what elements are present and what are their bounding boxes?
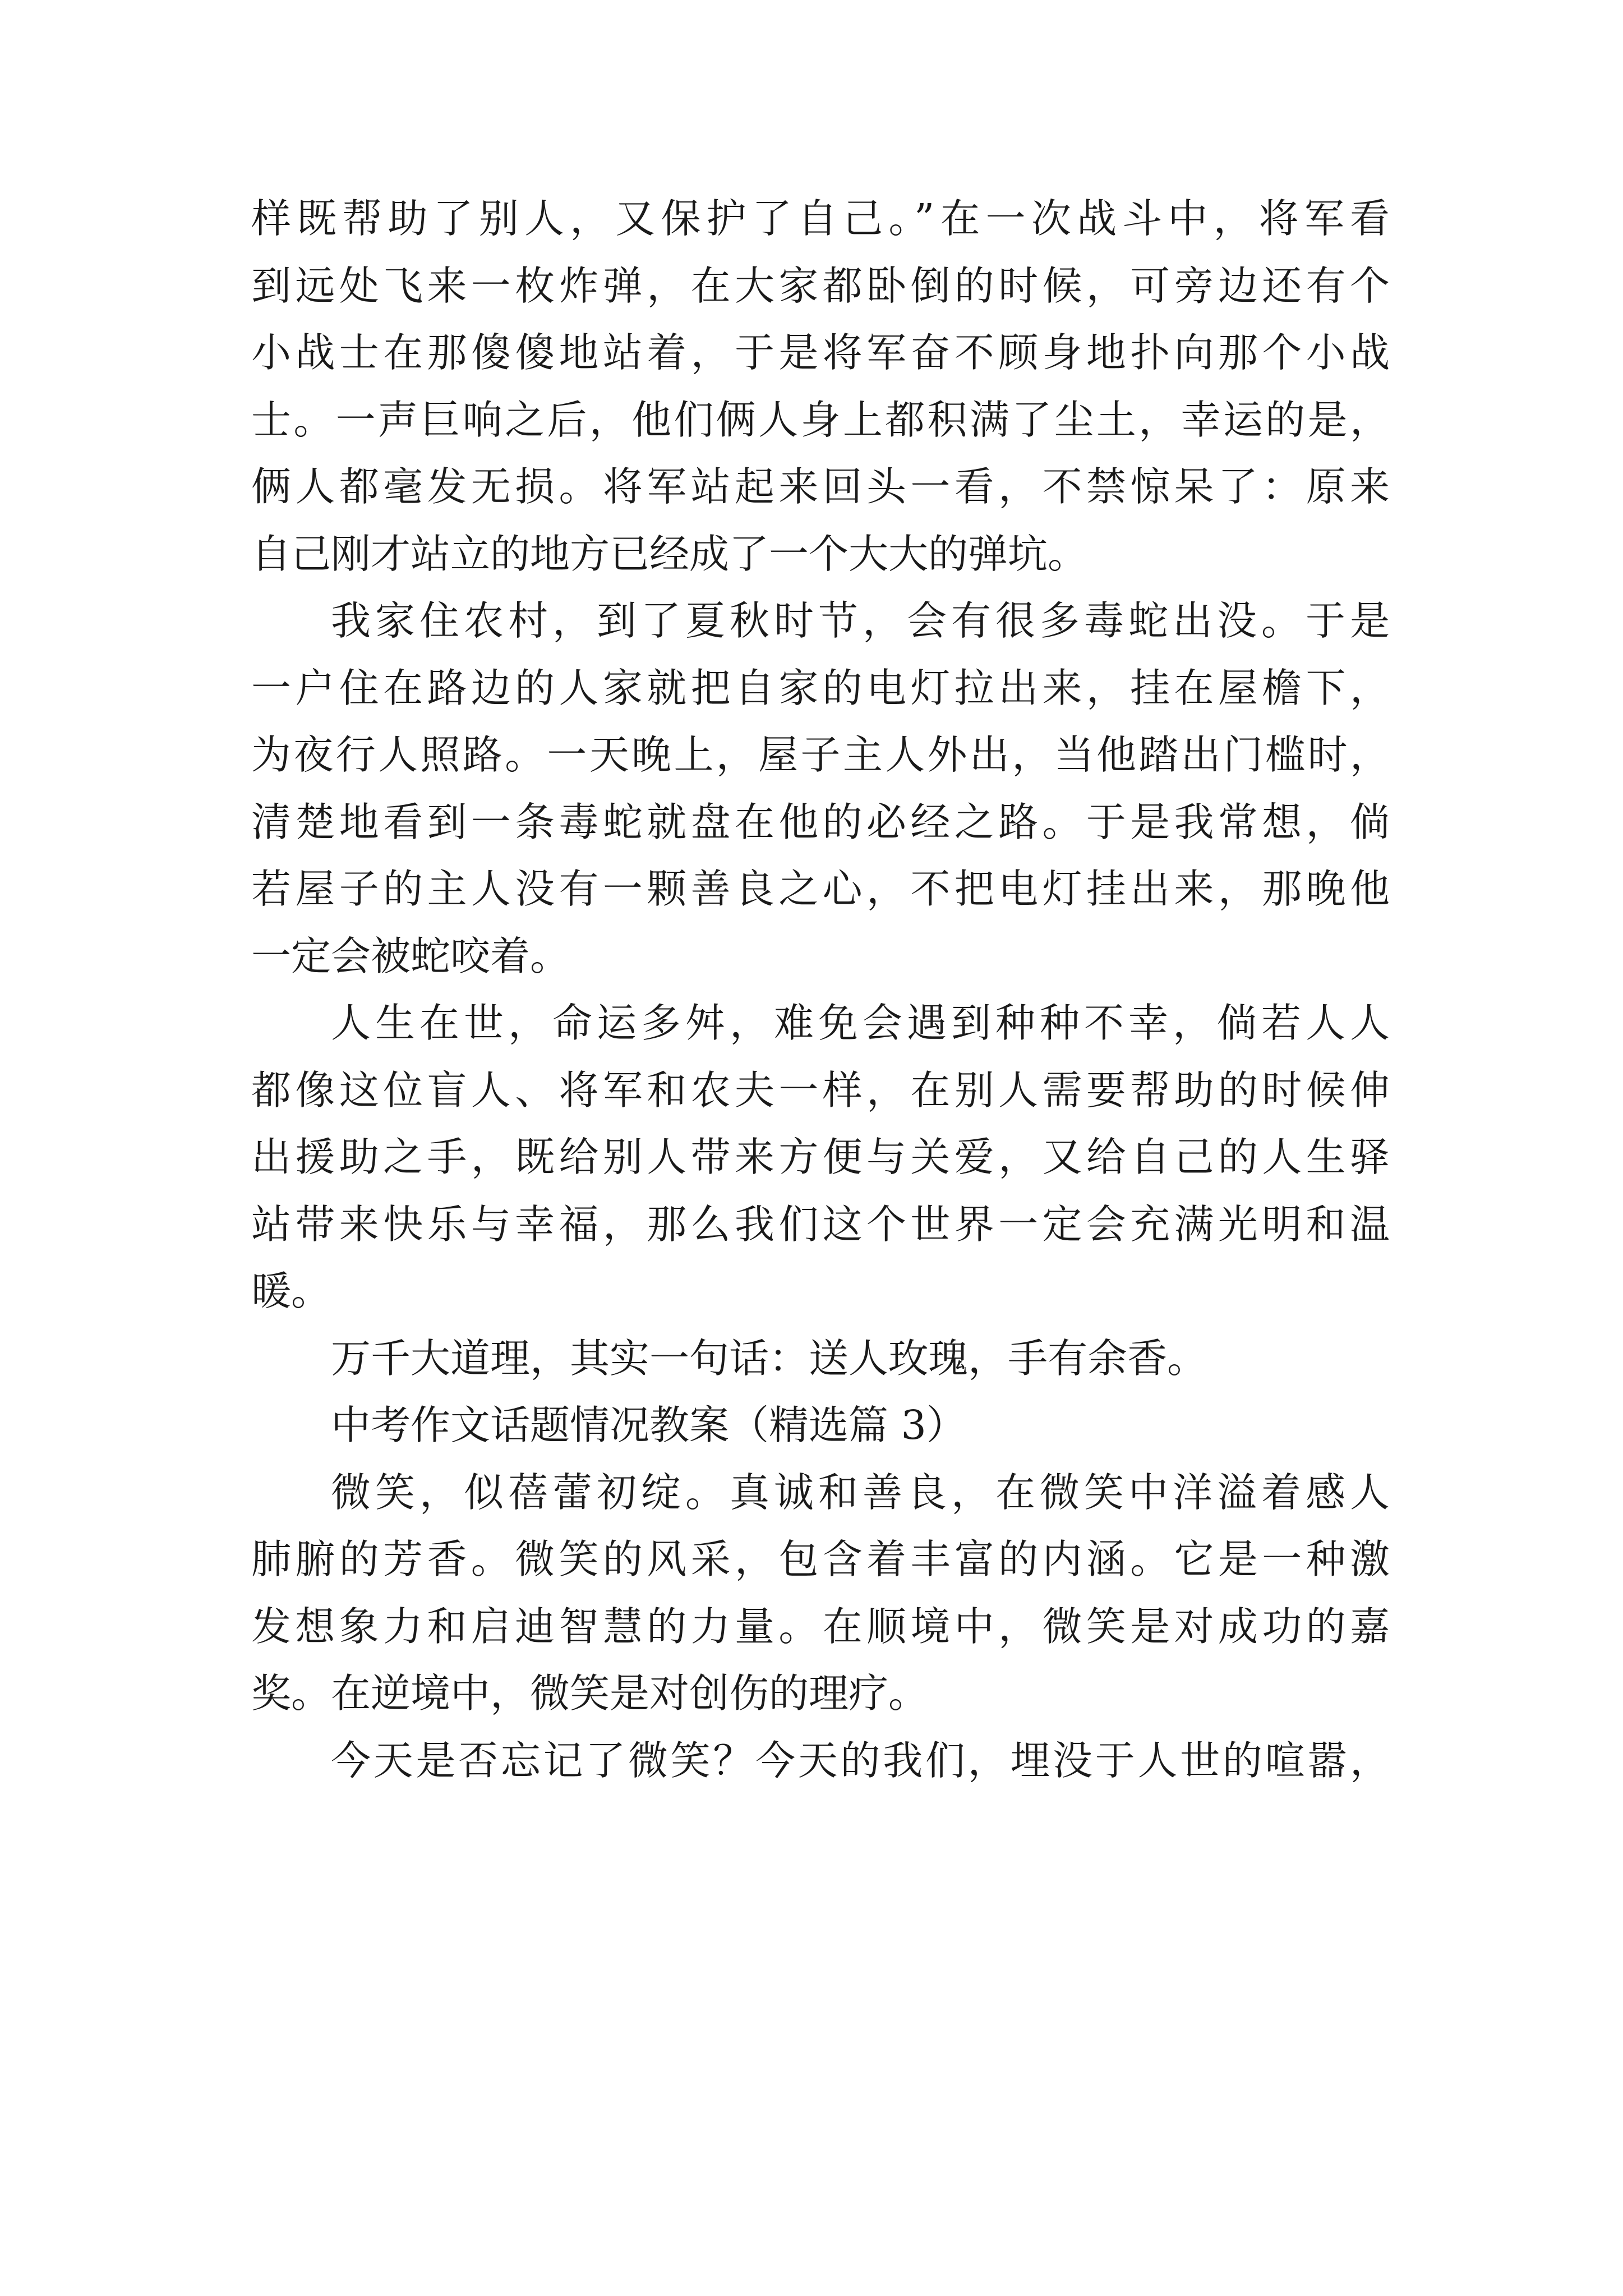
text-line: 小战士在那傻傻地站着，于是将军奋不顾身地扑向那个小战 (251, 329, 1390, 376)
text-line: 站带来快乐与幸福，那么我们这个世界一定会充满光明和温 (251, 1200, 1390, 1248)
text-line: 暖。 (251, 1268, 331, 1314)
paragraph-start: 今天是否忘记了微笑？今天的我们，埋没于人世的喧嚣， (331, 1737, 1390, 1784)
text-line: 奖。在逆境中，微笑是对创伤的理疗。 (251, 1670, 929, 1717)
text-line: 出援助之手，既给别人带来方便与关爱，又给自己的人生驿 (251, 1134, 1390, 1180)
text-line: 为夜行人照路。一天晚上，屋子主人外出，当他踏出门槛时， (251, 731, 1390, 778)
body-text (251, 185, 1390, 1794)
paragraph-start: 微笑，似蓓蕾初绽。真诚和善良，在微笑中洋溢着感人 (331, 1469, 1390, 1516)
text-line: 到远处飞来一枚炸弹，在大家都卧倒的时候，可旁边还有个 (251, 262, 1390, 309)
text-line: 发想象力和启迪智慧的力量。在顺境中，微笑是对成功的嘉 (251, 1603, 1390, 1650)
text-line: 肺腑的芳香。微笑的风采，包含着丰富的内涵。它是一种激 (251, 1536, 1390, 1582)
text-line: 若屋子的主人没有一颗善良之心，不把电灯挂出来，那晚他 (251, 866, 1390, 912)
text-line: 俩人都毫发无损。将军站起来回头一看，不禁惊呆了：原来 (251, 463, 1390, 510)
text-line: 一定会被蛇咬着。 (251, 932, 570, 979)
section-heading: 中考作文话题情况教案（精选篇 3） (331, 1402, 966, 1448)
text-line: 都像这位盲人、将军和农夫一样，在别人需要帮助的时候伸 (251, 1066, 1390, 1114)
text-line: 样既帮助了别人，又保护了自己。”在一次战斗中，将军看 (251, 195, 1390, 242)
text-line: 清楚地看到一条毒蛇就盘在他的必经之路。于是我常想，倘 (251, 798, 1390, 845)
text-line: 士。一声巨响之后，他们俩人身上都积满了尘土，幸运的是， (251, 396, 1390, 443)
text-line: 一户住在路边的人家就把自家的电灯拉出来，挂在屋檐下， (251, 664, 1390, 711)
paragraph-start: 万千大道理，其实一句话：送人玫瑰，手有余香。 (331, 1335, 1207, 1382)
paragraph-start: 人生在世，命运多舛，难免会遇到种种不幸，倘若人人 (331, 1000, 1390, 1046)
paragraph-start: 我家住农村，到了夏秋时节，会有很多毒蛇出没。于是 (331, 597, 1390, 644)
text-line: 自己刚才站立的地方已经成了一个大大的弹坑。 (251, 530, 1088, 577)
